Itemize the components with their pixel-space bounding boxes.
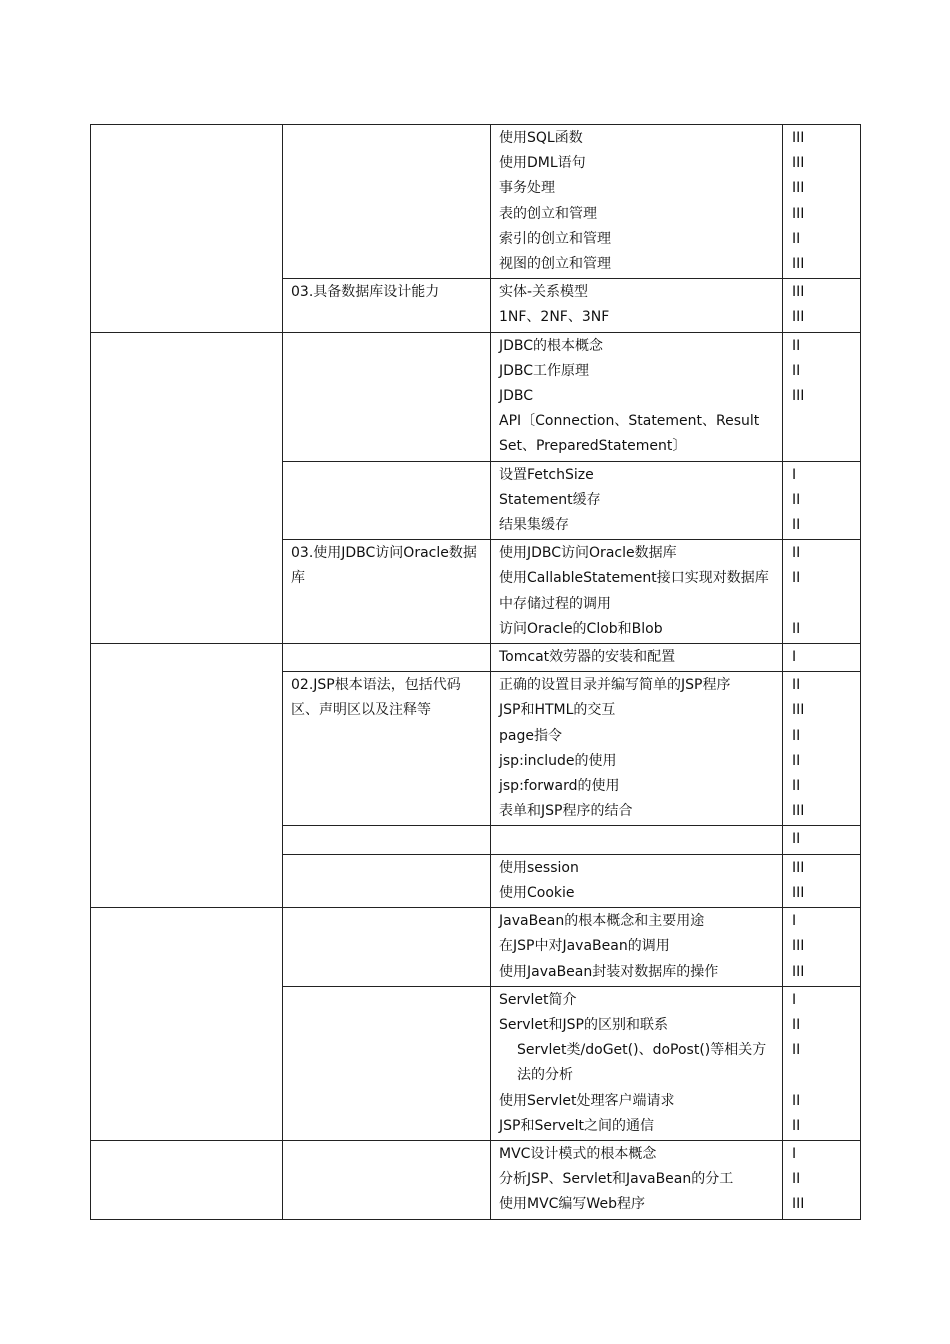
level-value: III (792, 155, 805, 172)
level-value: III (792, 284, 805, 301)
level-value: II (792, 1016, 801, 1033)
level-cell (783, 986, 861, 1140)
level-value: I (792, 466, 797, 483)
level-value: II (792, 337, 801, 354)
level-value: II (792, 1117, 801, 1134)
level-value (792, 1063, 852, 1088)
level-value: III (792, 963, 805, 980)
level-cell (783, 461, 861, 540)
subject-cell (283, 461, 491, 540)
topic-item: jsp:include的使用 (499, 752, 617, 769)
level-value: III (792, 205, 805, 222)
topic-item: 结果集缓存 (499, 517, 569, 534)
level-cell (783, 125, 861, 279)
subject-text: 03.使用JDBC访问Oracle数据库 (291, 545, 477, 587)
topics-cell (491, 672, 783, 826)
topic-item: 实体-关系模型 (499, 284, 589, 301)
topic-item: Statement缓存 (499, 491, 601, 508)
level-value: III (792, 309, 805, 326)
level-cell (783, 540, 861, 644)
topic-item: Tomcat效劳器的安装和配置 (499, 649, 676, 666)
subject-cell (283, 908, 491, 987)
topics-cell (491, 540, 783, 644)
topic-item: JDBC (499, 388, 534, 405)
subject-cell (283, 279, 491, 332)
topic-item: 使用JDBC访问Oracle数据库 (499, 545, 677, 562)
level-value (792, 592, 852, 617)
level-value: II (792, 517, 801, 534)
topics-cell (491, 461, 783, 540)
level-value: II (792, 1042, 801, 1059)
topic-item: Servlet简介 (499, 991, 577, 1008)
topic-item: 使用Cookie (499, 884, 575, 901)
course-outline-table (90, 124, 861, 1220)
level-value: II (792, 491, 801, 508)
topic-item: 正确的设置目录并编写简单的JSP程序 (499, 677, 731, 694)
topics-cell (491, 644, 783, 672)
level-value: II (792, 230, 801, 247)
topics-cell (491, 826, 783, 854)
level-cell (783, 908, 861, 987)
topics-cell (491, 1140, 783, 1219)
level-value: III (792, 180, 805, 197)
topic-item: JDBC工作原理 (499, 362, 590, 379)
topic-item: 事务处理 (499, 180, 555, 197)
topic-item: 1NF、2NF、3NF (499, 309, 610, 326)
topic-item: page指令 (499, 727, 562, 744)
level-value: I (792, 913, 797, 930)
topic-item: 使用CallableStatement接口实现对数据库中存储过程的调用 (499, 570, 769, 612)
level-value: III (792, 702, 805, 719)
topic-item: 表的创立和管理 (499, 205, 597, 222)
table-row (91, 1140, 861, 1219)
topics-cell (491, 279, 783, 332)
topic-item: 使用MVC编写Web程序 (499, 1196, 645, 1213)
topic-item: JSP和Servelt之间的通信 (499, 1117, 654, 1134)
module-cell (91, 908, 283, 1141)
level-value: III (792, 859, 805, 876)
subject-cell (283, 332, 491, 461)
topic-item: 使用SQL函数 (499, 130, 583, 146)
level-value: II (792, 570, 801, 587)
level-value: III (792, 938, 805, 955)
level-value: III (792, 130, 805, 146)
level-value: III (792, 884, 805, 901)
level-cell (783, 279, 861, 332)
subject-cell (283, 826, 491, 854)
level-cell (783, 332, 861, 461)
subject-cell (283, 125, 491, 279)
level-cell (783, 854, 861, 907)
topic-item: 索引的创立和管理 (499, 230, 611, 247)
table-row (91, 644, 861, 672)
level-value: II (792, 1092, 801, 1109)
topic-item: MVC设计模式的根本概念 (499, 1145, 657, 1162)
subject-cell (283, 540, 491, 644)
module-cell (91, 1140, 283, 1219)
level-cell (783, 826, 861, 854)
level-value: II (792, 752, 801, 769)
topic-item: 使用DML语句 (499, 155, 586, 172)
topic-item: JDBC的根本概念 (499, 337, 604, 354)
subject-cell (283, 986, 491, 1140)
subject-text: 03.具备数据库设计能力 (291, 284, 440, 301)
level-value: III (792, 1196, 805, 1213)
topic-item: JSP和HTML的交互 (499, 702, 616, 719)
subject-cell (283, 644, 491, 672)
topic-item: Servlet类/doGet()、doPost()等相关方法的分析 (517, 1042, 767, 1084)
level-cell (783, 1140, 861, 1219)
topic-item: 使用JavaBean封装对数据库的操作 (499, 963, 719, 980)
topic-item: 视图的创立和管理 (499, 256, 611, 273)
module-cell (91, 332, 283, 643)
module-cell (91, 644, 283, 908)
topic-item: API〔Connection、Statement、Result (499, 413, 760, 430)
level-value: II (792, 677, 801, 694)
level-value: II (792, 545, 801, 562)
topic-item: 表单和JSP程序的结合 (499, 803, 633, 820)
level-value: I (792, 991, 797, 1008)
topics-cell (491, 908, 783, 987)
topic-item: 分析JSP、Servlet和JavaBean的分工 (499, 1171, 734, 1188)
level-value: II (792, 362, 801, 379)
subject-cell (283, 854, 491, 907)
topic-item: 访问Oracle的Clob和Blob (499, 620, 663, 637)
subject-cell (283, 1140, 491, 1219)
table-row (91, 908, 861, 987)
table-row (91, 332, 861, 461)
topics-cell (491, 986, 783, 1140)
topic-item: 使用session (499, 859, 579, 876)
level-cell (783, 644, 861, 672)
level-cell (783, 672, 861, 826)
topic-item: Set、PreparedStatement〕 (499, 438, 687, 455)
topic-item: 在JSP中对JavaBean的调用 (499, 938, 670, 955)
topics-cell (491, 854, 783, 907)
level-value: III (792, 803, 805, 820)
table-row (91, 125, 861, 279)
level-value: II (792, 1171, 801, 1188)
topic-item: Servlet和JSP的区别和联系 (499, 1016, 668, 1033)
level-value: III (792, 256, 805, 273)
topic-item: JavaBean的根本概念和主要用途 (499, 913, 705, 930)
level-value: I (792, 1145, 797, 1162)
level-value: III (792, 388, 805, 405)
topics-cell (491, 125, 783, 279)
level-value: I (792, 649, 797, 666)
level-value: II (792, 778, 801, 795)
topic-item: 使用Servlet处理客户端请求 (499, 1092, 675, 1109)
topics-cell (491, 332, 783, 461)
level-value: II (792, 620, 801, 637)
level-value: II (792, 831, 801, 848)
topic-item: jsp:forward的使用 (499, 778, 620, 795)
subject-cell (283, 672, 491, 826)
module-cell (91, 125, 283, 333)
topic-item: 设置FetchSize (499, 466, 594, 483)
subject-text: 02.JSP根本语法，包括代码区、声明区以及注释等 (291, 677, 461, 719)
level-value: II (792, 727, 801, 744)
